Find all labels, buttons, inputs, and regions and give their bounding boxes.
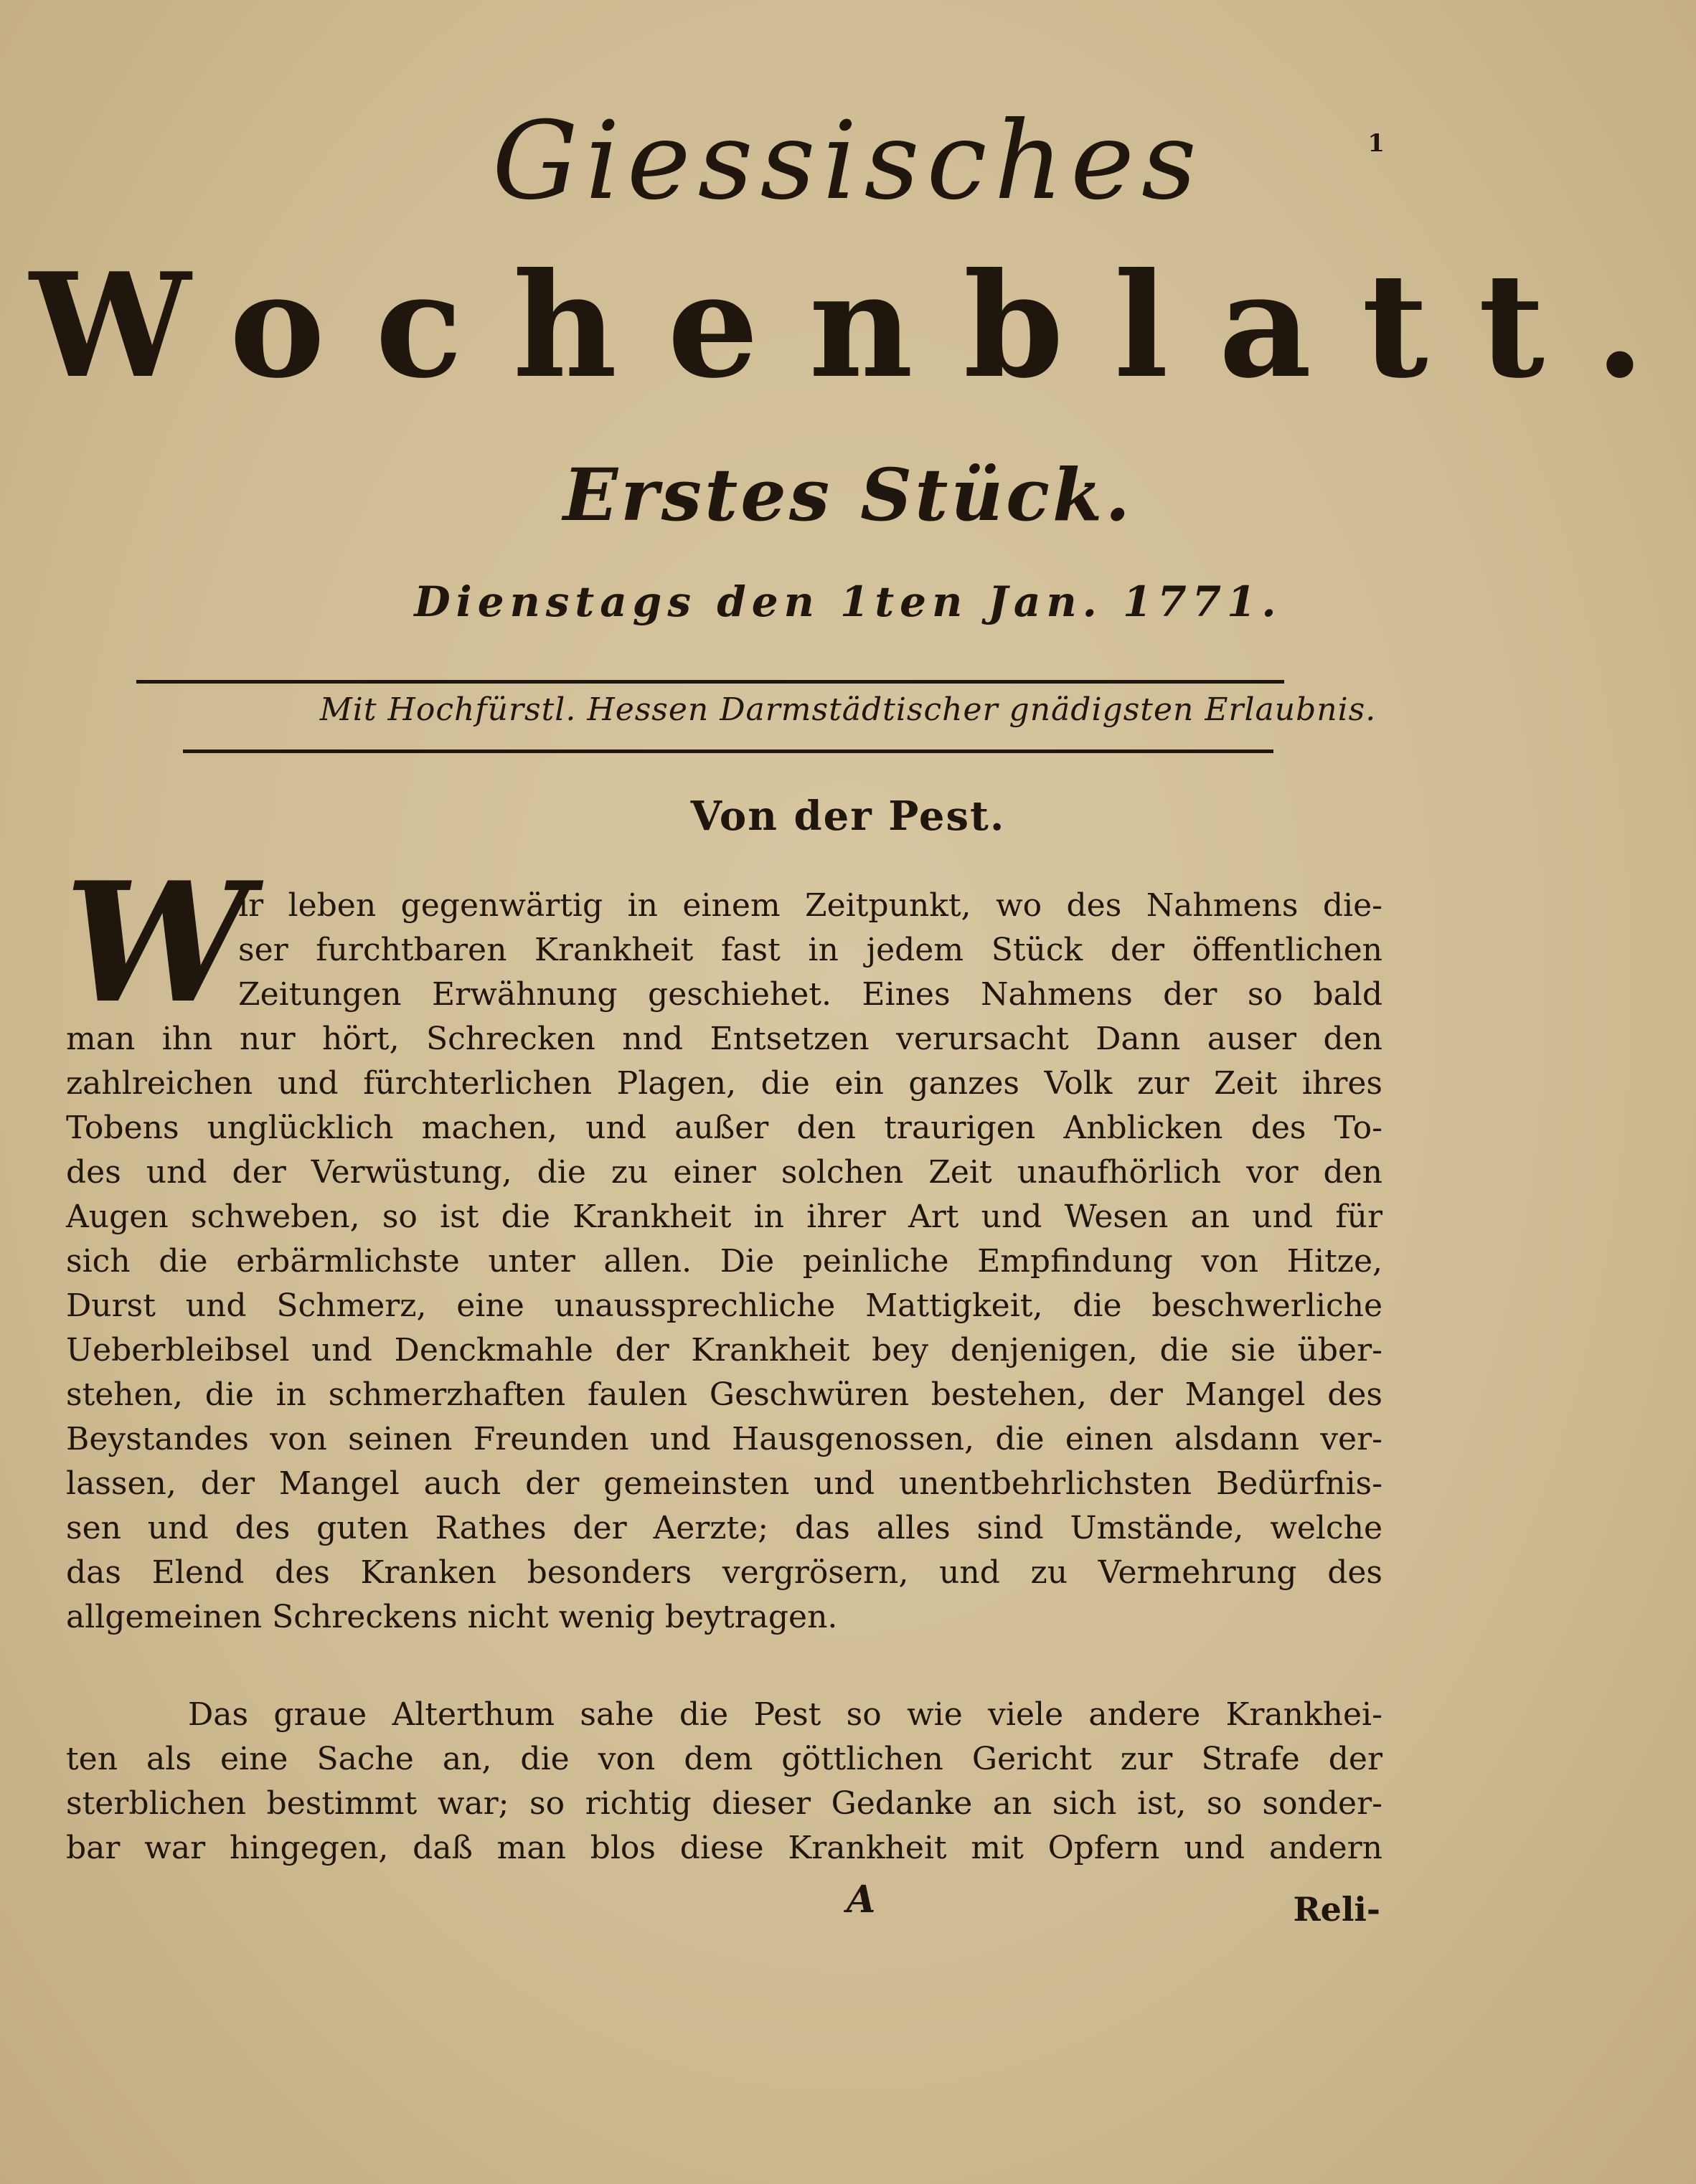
issue-label: Erstes Stück. bbox=[562, 453, 1134, 537]
rule-bottom bbox=[183, 750, 1273, 753]
text-line: ir leben gegenwärtig in einem Zeitpunkt, wo des Nahmens die- bbox=[238, 887, 1382, 924]
dateline: Dienstags den 1ten Jan. 1771. bbox=[414, 577, 1282, 626]
text-line: sich die erbärmlichste unter allen. Die peinliche Empfindung von Hitze, bbox=[66, 1243, 1382, 1280]
drop-cap: W bbox=[65, 846, 250, 1040]
text-line: ser furchtbaren Krankheit fast in jedem Stück der öffentlichen bbox=[238, 932, 1382, 968]
catchword: Reli- bbox=[1293, 1890, 1380, 1929]
text-line: lassen, der Mangel auch der gemeinsten und unentbehrlichsten Bedürfnis- bbox=[66, 1465, 1382, 1502]
text-line: das Elend des Kranken besonders vergrösern, und zu Vermehrung des bbox=[66, 1554, 1382, 1591]
article-heading: Von der Pest. bbox=[690, 793, 1006, 840]
text-line: Das graue Alterthum sahe die Pest so wie viele andere Krankhei- bbox=[188, 1696, 1382, 1733]
article-paragraph-2 bbox=[66, 1693, 1382, 1871]
text-line: bar war hingegen, daß man blos diese Krankheit mit Opfern und andern bbox=[66, 1830, 1382, 1866]
text-line: stehen, die in schmerzhaften faulen Geschwüren bestehen, der Mangel des bbox=[66, 1376, 1382, 1413]
text-line: Tobens unglücklich machen, und außer den traurigen Anblicken des To- bbox=[66, 1110, 1382, 1146]
text-line: allgemeinen Schreckens nicht wenig beytragen. bbox=[66, 1599, 838, 1635]
text-line: sterblichen bestimmt war; so richtig dieser Gedanke an sich ist, so sonder- bbox=[66, 1785, 1382, 1822]
permission-notice: Mit Hochfürstl. Hessen Darmstädtischer gnädigsten Erlaubnis. bbox=[319, 691, 1377, 728]
text-line: Durst und Schmerz, eine unaussprechliche Mattigkeit, die beschwerliche bbox=[66, 1287, 1382, 1324]
text-line: des und der Verwüstung, die zu einer solchen Zeit unaufhörlich vor den bbox=[66, 1154, 1382, 1191]
signature-mark: A bbox=[847, 1878, 876, 1921]
text-line: Zeitungen Erwähnung geschiehet. Eines Nahmens der so bald bbox=[238, 976, 1382, 1013]
text-line: ten als eine Sache an, die von dem göttlichen Gericht zur Strafe der bbox=[66, 1741, 1382, 1777]
text-line: zahlreichen und fürchterlichen Plagen, die ein ganzes Volk zur Zeit ihres bbox=[66, 1065, 1382, 1102]
text-line: Beystandes von seinen Freunden und Hausgenossen, die einen alsdann ver- bbox=[66, 1421, 1382, 1457]
text-line: man ihn nur hört, Schrecken nnd Entsetzen verursacht Dann auser den bbox=[66, 1021, 1382, 1057]
article-paragraph-1 bbox=[66, 884, 1382, 1640]
masthead-title-line2: Wochenblatt. bbox=[29, 242, 1695, 410]
text-line: sen und des guten Rathes der Aerzte; das alles sind Umstände, welche bbox=[66, 1510, 1382, 1546]
text-line: Ueberbleibsel und Denckmahle der Krankheit bey denjenigen, die sie über- bbox=[66, 1332, 1382, 1368]
text-line: Augen schweben, so ist die Krankheit in ihrer Art und Wesen an und für bbox=[66, 1199, 1382, 1235]
page-number: 1 bbox=[1367, 129, 1385, 158]
rule-top bbox=[136, 680, 1284, 684]
masthead-title-line1: Giessisches bbox=[492, 99, 1204, 224]
